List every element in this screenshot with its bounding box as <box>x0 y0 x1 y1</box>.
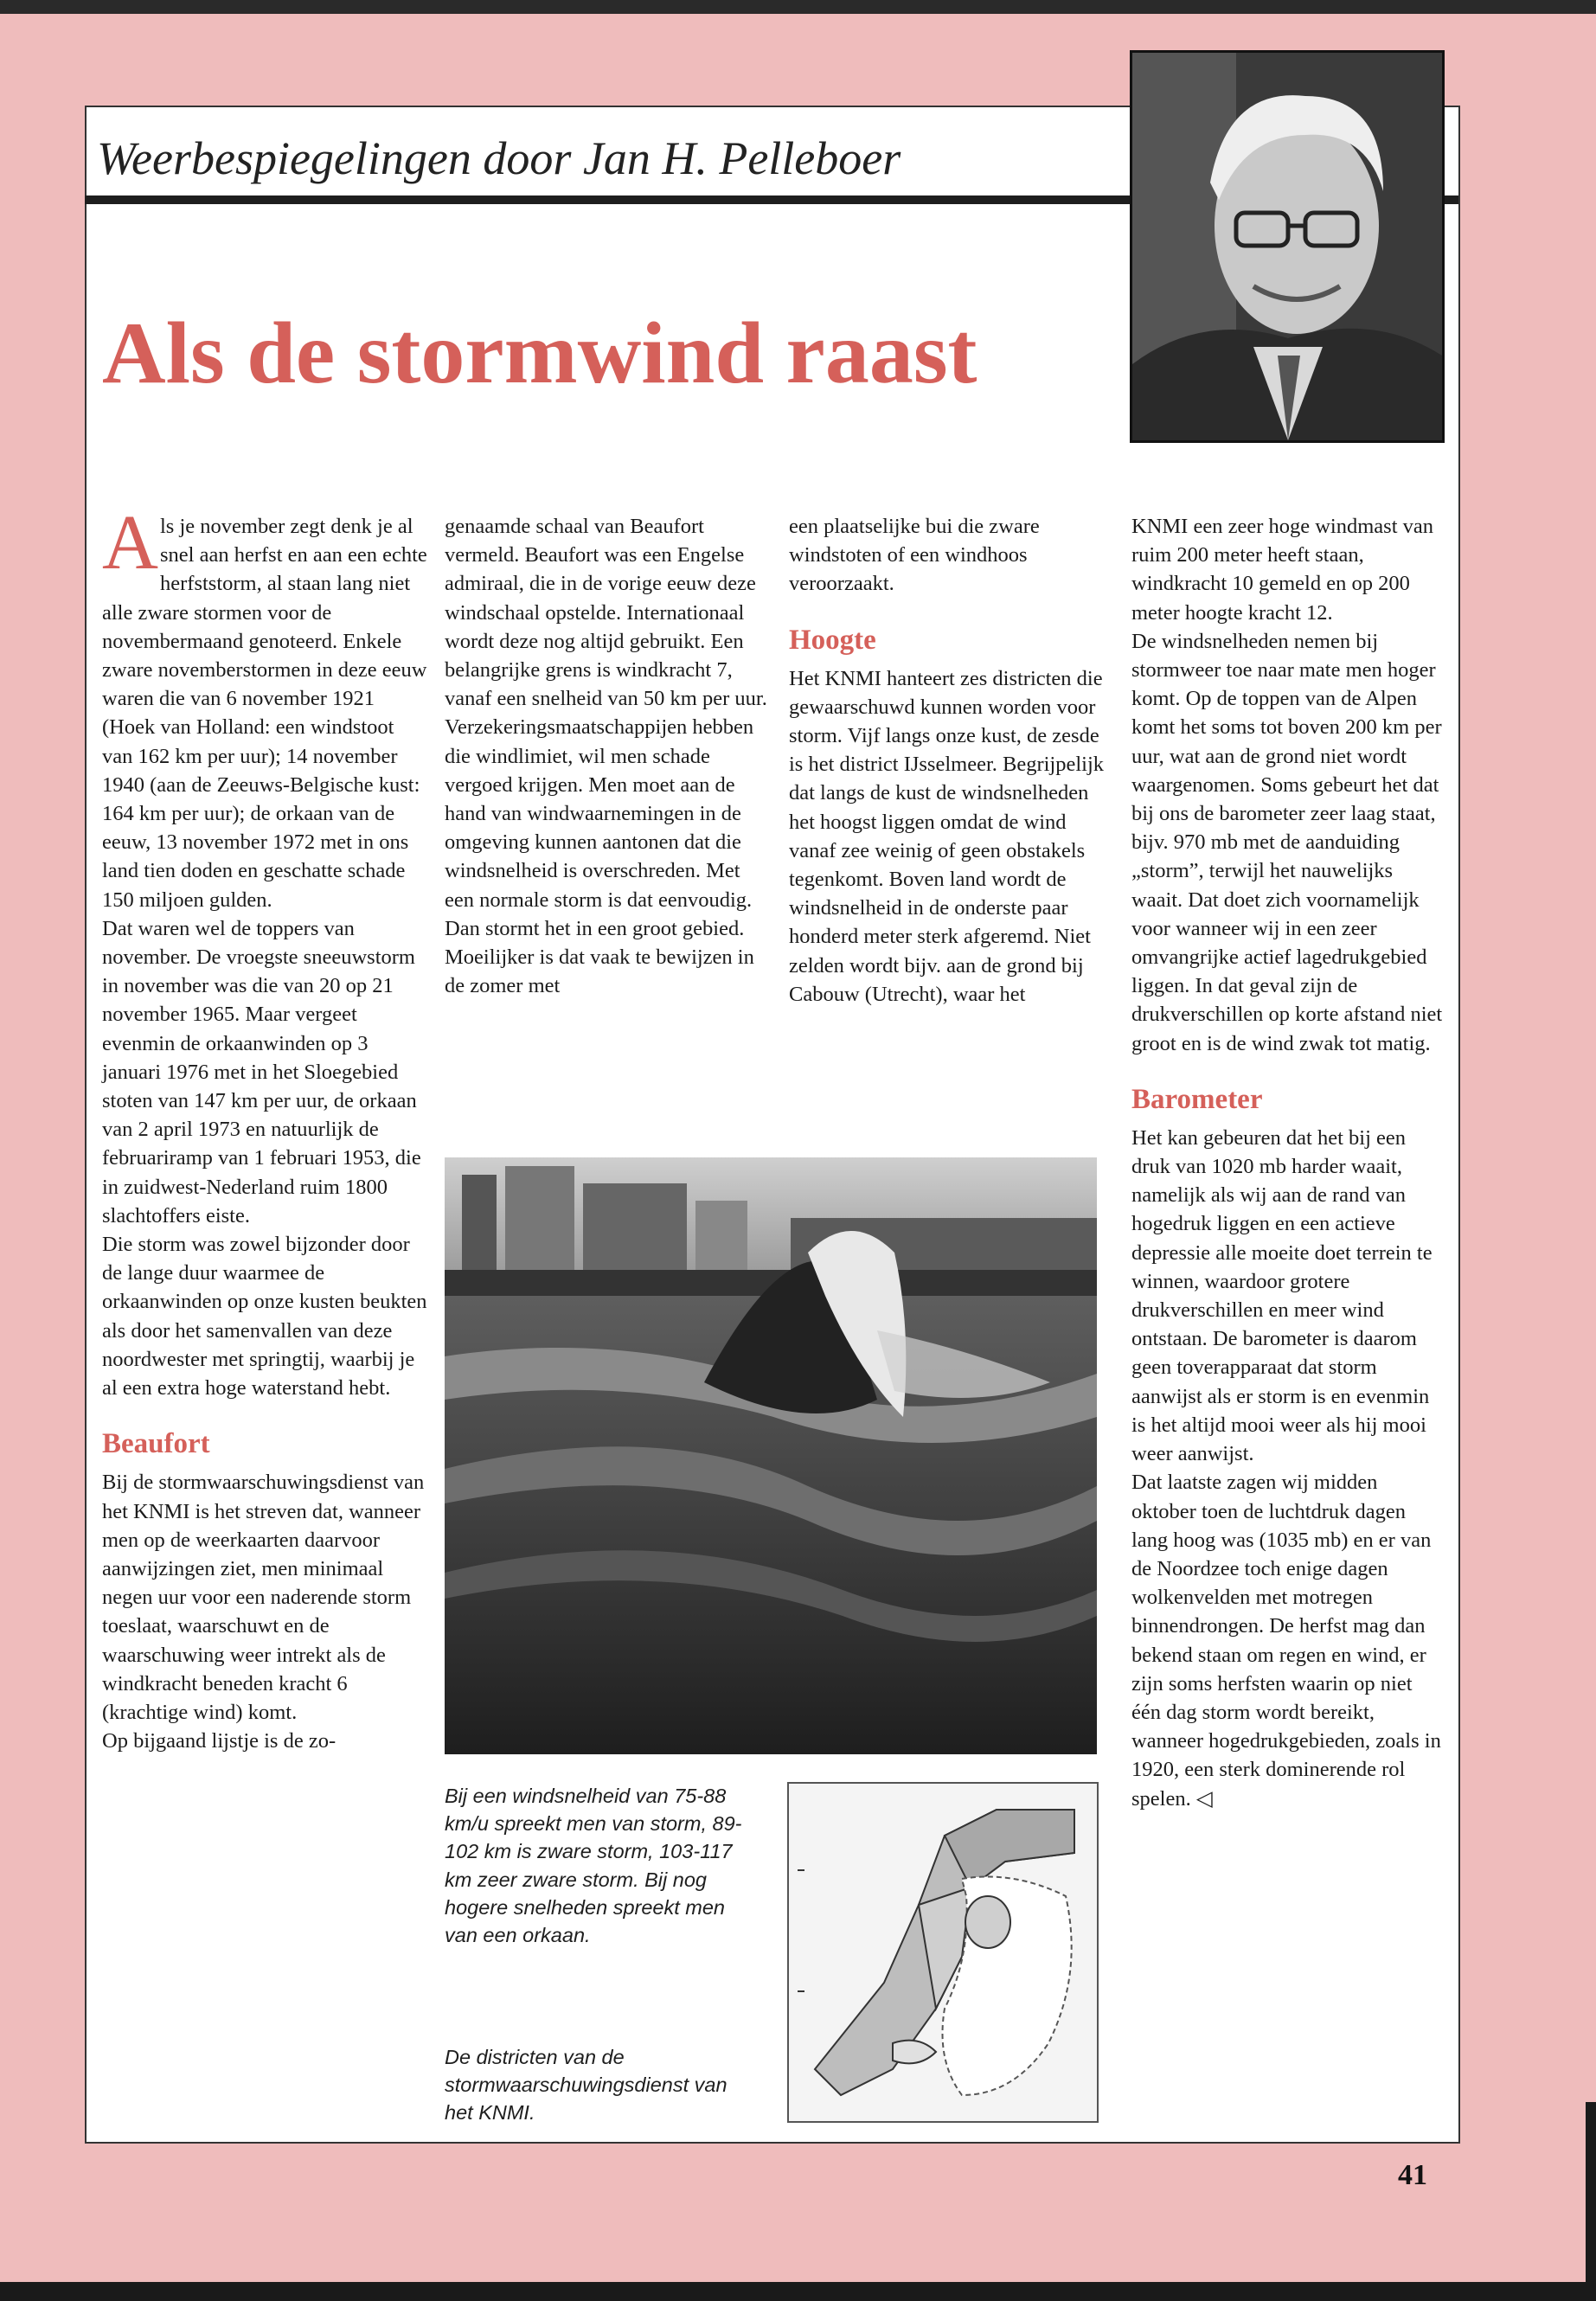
right-edge <box>1586 2102 1596 2301</box>
map-caption: De districten van de stormwaarschuwingsdienst van het KNMI. <box>445 2046 727 2125</box>
photo-caption: Bij een windsnelheid van 75-88 km/u spreekt men van storm, 89-102 km is zware storm, 103-117 km zeer zware storm. Bij nog hogere snelheden spreekt men van een orkaan. <box>445 1785 742 1947</box>
article-column-2 <box>445 512 772 1000</box>
paragraph: Bij de stormwaarschuwingsdienst van het KNMI is het streven dat, wanneer men op de weerkaarten daarvoor aanwijzingen ziet, men minimaal negen uur voor een naderende storm toeslaat, waarschuwt en de waarschuwing weer intrekt als de windkracht beneden kracht 6 (krachtige wind) komt. <box>102 1471 425 1724</box>
paragraph: Het kan gebeuren dat het bij een druk van 1020 mb harder waait, namelijk als wij aan de rand van hogedruk liggen en een actieve depressie alle moeite doet terrein te winnen, waardoor grotere drukverschillen en meer wind ontstaan. De barometer is daarom geen toverapparaat dat storm aanwijst als er storm is en evenmin is het altijd mooi weer als hij mooi weer aanwijst. <box>1131 1125 1433 1466</box>
portrait-illustration <box>1132 53 1442 440</box>
paragraph: Dat laatste zagen wij midden oktober toen de luchtdruk dagen lang hoog was (1035 mb) en er van de Noordzee toch enige dagen wolkenvelden met motregen binnendrongen. De herfst mag dan bekend staan om regen en wind, er zijn soms herfsten waarin op niet één dag storm wordt bereikt, wanneer hogedrukgebieden, zoals in 1920, een sterk dominerende rol spelen. ◁ <box>1131 1471 1441 1811</box>
paragraph: Dat waren wel de toppers van november. De vroegste sneeuwstorm in november was die van 20 op 21 november 1965. Maar vergeet evenmin de orkaanwinden op 3 januari 1976 met in het Sloegebied stoten van 147 km per uur, de orkaan van 2 april 1973 en natuurlijk de februariramp van 1 februari 1953, die in zuidwest-Nederland ruim 1800 slachtoffers eiste. <box>102 916 421 1227</box>
paragraph: Die storm was zowel bijzonder door de lange duur waarmee de orkaanwinden op onze kusten beukten als door het samenvallen van deze noordwester met springtij, waarbij je al een extra hoge waterstand hebt. <box>102 1233 427 1400</box>
storm-wave-illustration <box>445 1157 1097 1754</box>
article-column-4 <box>1131 512 1443 1813</box>
section-heading-beaufort: Beaufort <box>102 1428 210 1460</box>
top-edge <box>0 0 1596 14</box>
paragraph: een plaatselijke bui die zware windstoten of een windhoos veroorzaakt. <box>789 515 1040 596</box>
paragraph: Het KNMI hanteert zes districten die gewaarschuwd kunnen worden voor storm. Vijf langs onze kust, de zesde is het district IJsselmeer. Begrijpelijk dat langs de kust de windsnelheden het hoogst liggen omdat de wind vanaf zee weinig of geen obstakels tegenkomt. Boven land wordt de windsnelheid in de onderste paar honderd meter sterk afgeremd. Niet zelden wordt bijv. aan de grond bij Cabouw (Utrecht), waar het <box>789 666 1105 1006</box>
paragraph: KNMI een zeer hoge windmast van ruim 200 meter heeft staan, windkracht 10 gemeld en op 200 meter hoogte kracht 12. <box>1131 515 1434 625</box>
section-heading-hoogte: Hoogte <box>789 624 876 656</box>
paragraph: Op bijgaand lijstje is de zo- <box>102 1729 337 1753</box>
paragraph: genaamde schaal van Beaufort vermeld. Beaufort was een Engelse admiraal, die in de vorige eeuw deze windschaal opstelde. Internationaal wordt deze nog altijd gebruikt. Een belangrijke grens is windkracht 7, vanaf een snelheid van 50 km per uur. Verzekeringsmaatschappijen hebben die windlimiet, wil men schade vergoed krijgen. Men moet aan de hand van windwaarnemingen in de omgeving kunnen aantonen dat die windsnelheid is overschreden. Met een normale storm is dat eenvoudig. Dan stormt het in een groot gebied. Moeilijker is dat vaak te bewijzen in de zomer met <box>445 515 767 998</box>
series-title: Weerbespiegelingen door Jan H. Pelleboer <box>97 132 901 184</box>
article-column-3 <box>789 512 1116 1009</box>
drop-cap: A <box>102 500 158 586</box>
knmi-storm-districts-map <box>787 1782 1099 2123</box>
article-column-1 <box>102 500 429 1755</box>
paragraph: De windsnelheden nemen bij stormweer toe naar mate men hoger komt. Op de toppen van de Alpen komt het soms tot boven 200 km per uur, wat aan de grond niet wordt waargenomen. Soms gebeurt het dat bij ons de barometer zeer laag staat, bijv. 970 mb met de aanduiding „storm”, terwijl het nauwelijks waait. Dat doet zich voornamelijk voor wanneer wij in een zeer omvangrijke actief lagedrukgebied liggen. In dat geval zijn de drukverschillen op korte afstand niet groot en is de wind zwak tot matig. <box>1131 629 1443 1055</box>
portrait-photo <box>1130 50 1445 443</box>
paragraph: ls je november zegt denk je al snel aan herfst en aan een echte herfststorm, al staan lang niet alle zware stormen voor de novembermaand genoteerd. Enkele zware novemberstormen in deze eeuw waren die van 6 november 1921 (Hoek van Holland: een windstoot van 162 km per uur); 14 november 1940 (aan de Zeeuws-Belgische kust: 164 km per uur); de orkaan van de eeuw, 13 november 1972 met in ons land tien doden en geschatte schade 150 miljoen gulden. <box>102 515 427 912</box>
section-heading-barometer: Barometer <box>1131 1083 1263 1115</box>
storm-wave-photo <box>445 1157 1097 1754</box>
netherlands-map-illustration <box>789 1784 1097 2121</box>
article-headline: Als de stormwind raast <box>102 304 977 402</box>
bottom-edge <box>0 2282 1596 2301</box>
page-number: 41 <box>1398 2159 1427 2191</box>
